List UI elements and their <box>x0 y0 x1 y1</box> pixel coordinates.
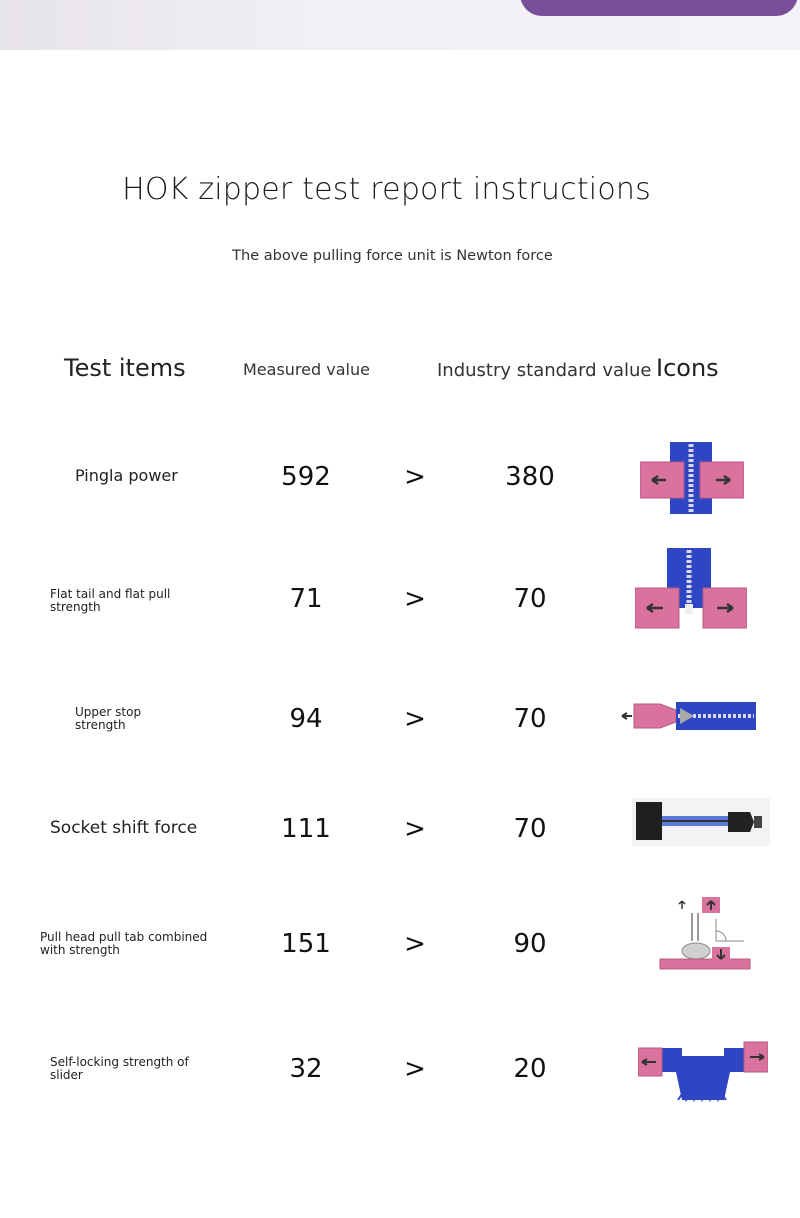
header-icons: Icons <box>656 354 719 382</box>
flat-tail-pull-icon <box>635 548 747 630</box>
table-row <box>0 680 800 770</box>
measured-value: 32 <box>289 1054 323 1084</box>
pull-head-tab-icon <box>658 895 754 981</box>
measured-value: 592 <box>281 462 331 492</box>
measured-value: 71 <box>289 584 323 614</box>
table-row <box>0 1030 800 1120</box>
table-row <box>0 440 800 530</box>
standard-value: 70 <box>513 704 547 734</box>
standard-value: 90 <box>513 929 547 959</box>
standard-value: 70 <box>513 584 547 614</box>
measured-value: 94 <box>289 704 323 734</box>
comparison-operator: > <box>404 814 426 844</box>
standard-value: 380 <box>505 462 555 492</box>
table-row <box>0 790 800 880</box>
standard-value: 70 <box>513 814 547 844</box>
pingla-power-icon <box>640 442 744 514</box>
page-title: HOK zipper test report instructions <box>122 172 651 207</box>
test-item-label: Upper stop strength <box>75 705 142 732</box>
test-item-label: Pingla power <box>75 466 178 485</box>
standard-value: 20 <box>513 1054 547 1084</box>
comparison-operator: > <box>404 1054 426 1084</box>
upper-stop-icon <box>620 696 760 736</box>
table-row <box>0 905 800 995</box>
test-item-label: Self-locking strength of slider <box>50 1055 189 1082</box>
self-locking-icon <box>638 1038 768 1106</box>
header-standard-value: Industry standard value <box>437 360 652 381</box>
test-item-label: Pull head pull tab combined with strength <box>40 930 208 957</box>
socket-shift-icon <box>632 798 770 846</box>
top-banner-strip <box>0 0 800 50</box>
unit-note: The above pulling force unit is Newton force <box>232 248 553 264</box>
top-banner-pill <box>520 0 798 16</box>
header-measured-value: Measured value <box>243 360 370 379</box>
test-item-label: Flat tail and flat pull strength <box>50 587 171 614</box>
comparison-operator: > <box>404 704 426 734</box>
test-item-label: Socket shift force <box>50 818 198 838</box>
table-row <box>0 560 800 650</box>
measured-value: 151 <box>281 929 331 959</box>
comparison-operator: > <box>404 584 426 614</box>
comparison-operator: > <box>404 929 426 959</box>
header-test-items: Test items <box>64 354 186 382</box>
measured-value: 111 <box>281 814 331 844</box>
comparison-operator: > <box>404 462 426 492</box>
